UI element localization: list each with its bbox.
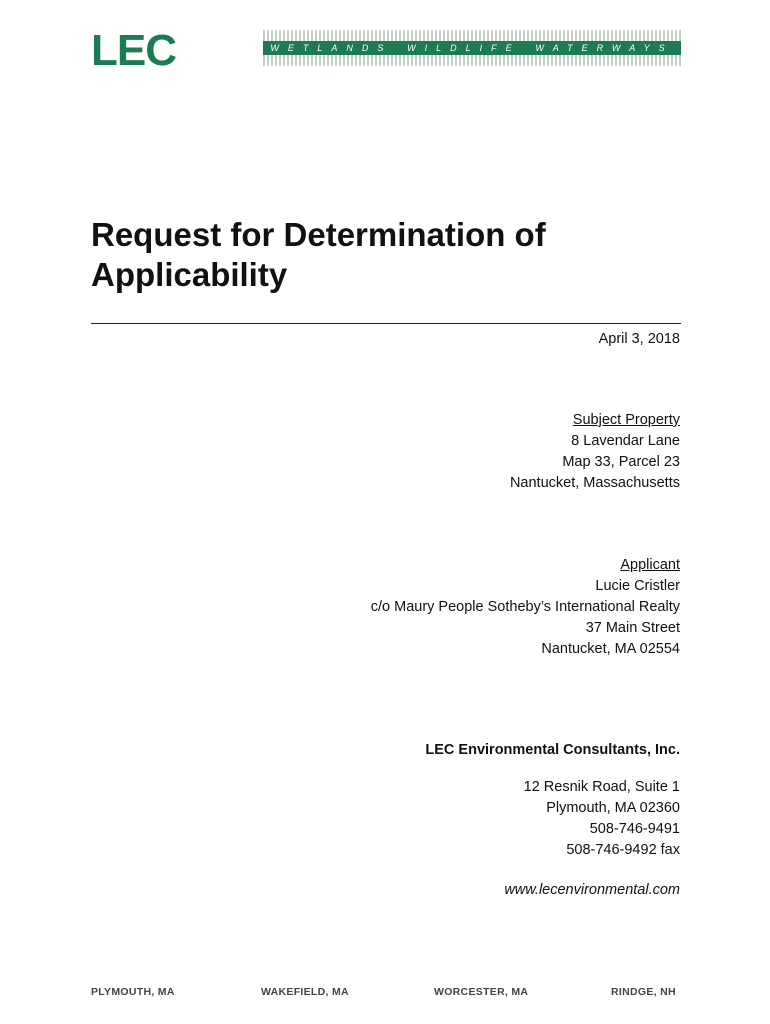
- banner-word-wildlife: WILDLIFE: [407, 43, 521, 53]
- consultant-line: Plymouth, MA 02360: [546, 800, 680, 816]
- subject-property-line: Map 33, Parcel 23: [562, 454, 680, 470]
- footer-office: PLYMOUTH, MA: [91, 986, 175, 998]
- lec-logo: LEC: [91, 26, 176, 75]
- applicant-line: Nantucket, MA 02554: [541, 641, 680, 657]
- footer-office: WAKEFIELD, MA: [261, 986, 349, 998]
- consultant-address-block: [524, 777, 680, 861]
- banner-word-wetlands: WETLANDS: [270, 43, 393, 53]
- footer-office: RINDGE, NH: [611, 986, 676, 998]
- subject-property-block: [510, 410, 680, 494]
- document-date: April 3, 2018: [598, 331, 680, 347]
- consultant-name: LEC Environmental Consultants, Inc.: [425, 742, 680, 758]
- document-title: Request for Determination of Applicability: [91, 216, 546, 293]
- banner-word-waterways: WATERWAYS: [535, 43, 674, 53]
- applicant-heading: Applicant: [620, 557, 680, 573]
- applicant-block: [371, 555, 680, 660]
- applicant-line: c/o Maury People Sotheby’s International Realty: [370, 599, 680, 615]
- consultant-line: 508-746-9491: [589, 821, 680, 837]
- subject-property-heading: Subject Property: [572, 412, 680, 428]
- tagline-banner: [263, 30, 681, 66]
- title-divider: [91, 323, 681, 324]
- consultant-line: 12 Resnik Road, Suite 1: [523, 779, 680, 795]
- consultant-line: 508-746-9492 fax: [566, 842, 680, 858]
- applicant-line: Lucie Cristler: [595, 578, 680, 594]
- applicant-line: 37 Main Street: [585, 620, 680, 636]
- consultant-website[interactable]: www.lecenvironmental.com: [504, 882, 680, 898]
- subject-property-line: Nantucket, Massachusetts: [509, 475, 680, 491]
- footer-office: WORCESTER, MA: [434, 986, 529, 998]
- subject-property-line: 8 Lavendar Lane: [571, 433, 680, 449]
